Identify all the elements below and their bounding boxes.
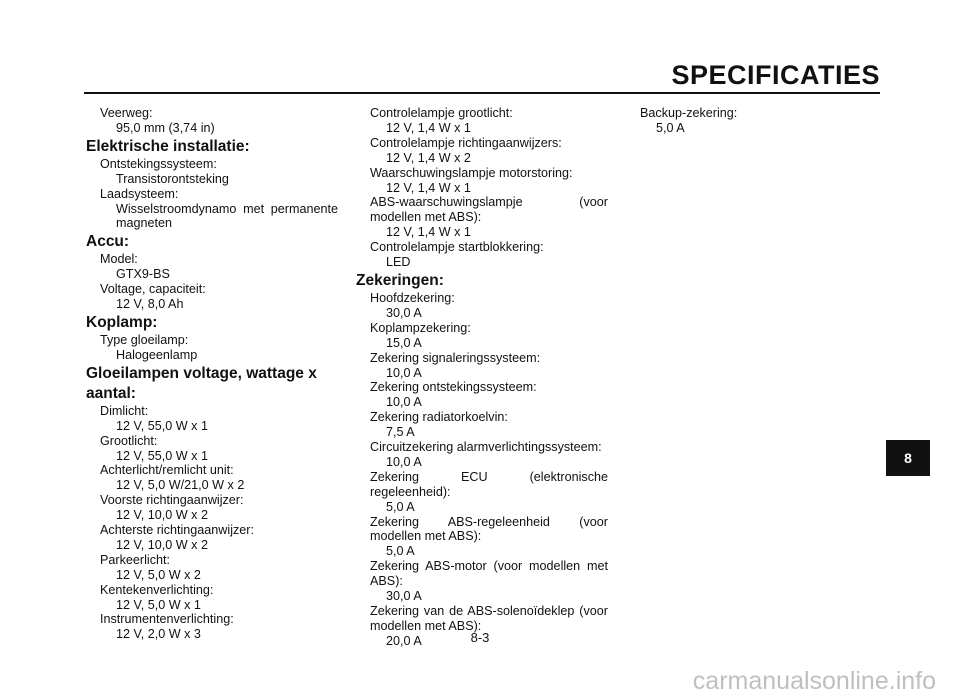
- spec-label: Zekering ABS-regeleenheid (voor modellen met ABS):: [370, 514, 608, 544]
- spec-value: 12 V, 1,4 W x 1: [386, 120, 471, 135]
- spec-value: Wisselstroomdynamo met permanente magneten: [116, 201, 338, 231]
- spec-value: 10,0 A: [386, 454, 422, 469]
- spec-label: Circuitzekering alarmverlichtingssysteem:: [370, 440, 602, 455]
- spec-label: Model:: [100, 252, 138, 267]
- spec-label: Zekering signaleringssysteem:: [370, 350, 541, 365]
- spec-label: Controlelampje grootlicht:: [370, 106, 513, 120]
- spec-value: 12 V, 5,0 W/21,0 W x 2: [116, 478, 245, 493]
- section-heading: Gloeilampen voltage, wattage x aantal:: [86, 364, 317, 402]
- spec-label: Type gloeilamp:: [100, 332, 189, 347]
- spec-value: 5,0 A: [386, 544, 415, 559]
- spec-value: 15,0 A: [386, 335, 422, 350]
- spec-value: 20,0 A: [386, 633, 422, 648]
- spec-value: 95,0 mm (3,74 in): [116, 120, 215, 135]
- spec-value: 12 V, 2,0 W x 3: [116, 627, 201, 642]
- spec-value: 12 V, 55,0 W x 1: [116, 448, 208, 463]
- spec-label: Hoofdzekering:: [370, 290, 455, 305]
- header-divider: [84, 92, 880, 94]
- spec-label: Controlelampje richtingaanwijzers:: [370, 135, 562, 150]
- spec-column-1: [86, 106, 338, 642]
- spec-label: Parkeerlicht:: [100, 552, 170, 567]
- spec-value: 5,0 A: [656, 120, 685, 135]
- spec-label: Zekering ABS-motor (voor modellen met ABS):: [370, 559, 608, 589]
- spec-label: Controlelampje startblokkering:: [370, 240, 544, 255]
- spec-value: 30,0 A: [386, 589, 422, 604]
- page-title: SPECIFICATIES: [671, 60, 880, 90]
- spec-value: 12 V, 5,0 W x 1: [116, 597, 201, 612]
- spec-label: Dimlicht:: [100, 403, 149, 418]
- section-heading: Elektrische installatie:: [86, 137, 250, 155]
- spec-value: 12 V, 1,4 W x 2: [386, 150, 471, 165]
- spec-value: 5,0 A: [386, 499, 415, 514]
- spec-label: Grootlicht:: [100, 433, 158, 448]
- spec-label: Zekering radiatorkoelvin:: [370, 410, 508, 425]
- spec-label: Achterlicht/remlicht unit:: [100, 463, 234, 478]
- spec-label: Zekering ECU (elektronische regeleenheid):: [370, 469, 608, 499]
- spec-column-3: [626, 106, 826, 136]
- spec-column-2: [356, 106, 608, 649]
- spec-value: LED: [386, 255, 411, 270]
- spec-label: Ontstekingssysteem:: [100, 156, 217, 171]
- spec-value: 7,5 A: [386, 425, 415, 440]
- spec-value: GTX9-BS: [116, 267, 170, 282]
- spec-label: Veerweg:: [100, 106, 153, 120]
- spec-value: 12 V, 10,0 W x 2: [116, 537, 208, 552]
- spec-label: Zekering ontstekingssysteem:: [370, 380, 537, 395]
- spec-label: Achterste richtingaanwijzer:: [100, 523, 254, 538]
- spec-label: Waarschuwingslampje motorstoring:: [370, 165, 573, 180]
- watermark: carmanualsonline.info: [692, 667, 936, 695]
- spec-value: 12 V, 8,0 Ah: [116, 297, 184, 312]
- spec-label: ABS-waarschuwingslampje (voor modellen met ABS):: [370, 195, 608, 225]
- spec-value: 10,0 A: [386, 395, 422, 410]
- spec-label: Zekering van de ABS-solenoïdeklep (voor modellen met ABS):: [370, 604, 608, 633]
- page-number: 8-3: [470, 630, 490, 645]
- spec-value: 12 V, 10,0 W x 2: [116, 508, 208, 523]
- spec-value: Halogeenlamp: [116, 347, 198, 362]
- spec-value: 12 V, 5,0 W x 2: [116, 567, 201, 582]
- section-heading: Koplamp:: [86, 313, 158, 331]
- spec-label: Voltage, capaciteit:: [100, 282, 206, 297]
- spec-value: 12 V, 55,0 W x 1: [116, 418, 208, 433]
- spec-label: Kentekenverlichting:: [100, 582, 214, 597]
- spec-value: 12 V, 1,4 W x 1: [386, 180, 471, 195]
- spec-label: Instrumentenverlichting:: [100, 612, 234, 627]
- spec-value: 10,0 A: [386, 365, 422, 380]
- spec-value: 30,0 A: [386, 305, 422, 320]
- chapter-tab[interactable]: 8: [886, 440, 930, 476]
- spec-value: 12 V, 1,4 W x 1: [386, 225, 471, 240]
- spec-value: Transistorontsteking: [116, 171, 229, 186]
- spec-label: Koplampzekering:: [370, 320, 471, 335]
- section-heading: Zekeringen:: [356, 271, 444, 289]
- spec-label: Voorste richtingaanwijzer:: [100, 493, 244, 508]
- section-heading: Accu:: [86, 233, 130, 251]
- spec-label: Laadsysteem:: [100, 186, 179, 201]
- spec-label: Backup-zekering:: [640, 106, 738, 120]
